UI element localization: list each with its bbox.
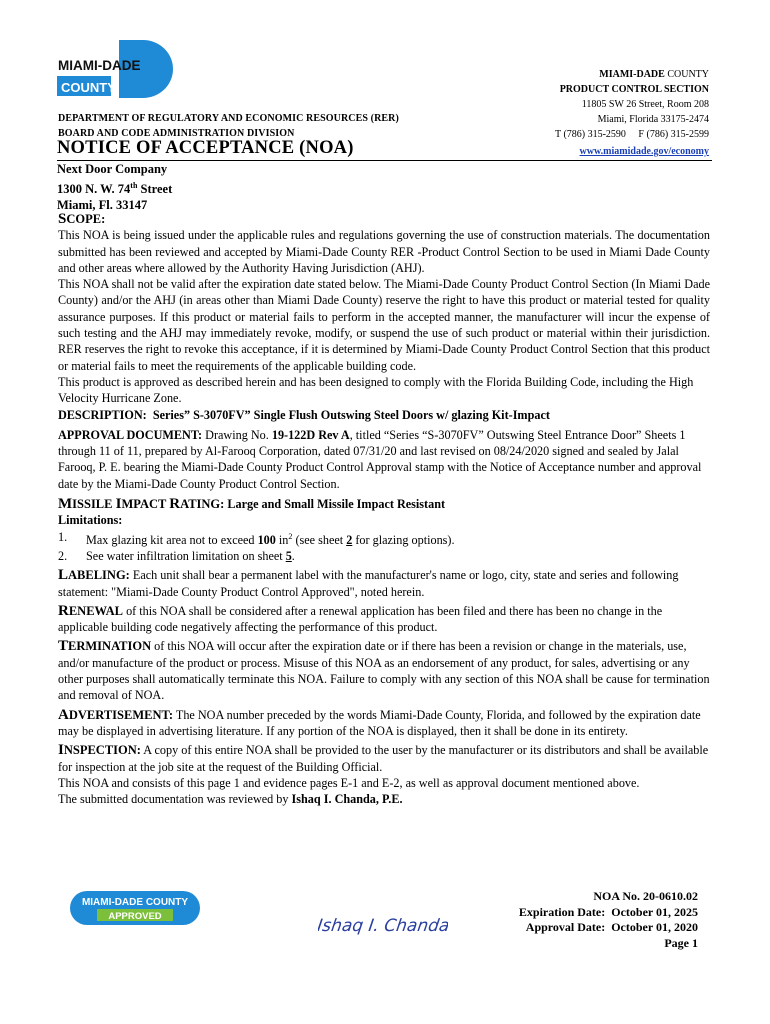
company-street: 1300 N. W. 74th Street (57, 180, 173, 196)
contact-address2: Miami, Florida 33175-2474 (597, 114, 709, 125)
scope-paragraph-1: This NOA is being issued under the applicable rules and regulations governing the use of construction materials. The documentation submitted has been reviewed and accepted by Miami-Dade County RER -Product Control Section to be used in Miami Dade County and other areas where allowed by the Authority Having Jurisdiction (AHJ). (58, 228, 710, 275)
logo-text-line2: COUNTY (61, 80, 116, 95)
noa-number: NOA No. 20-0610.02 (593, 889, 698, 903)
renewal: RENEWAL of this NOA shall be considered after a renewal application has been filed and there has been no change in the applicable building code negatively affecting the performance of this product. (58, 602, 663, 635)
noa-body (58, 211, 723, 807)
approval-document: APPROVAL DOCUMENT: Drawing No. 19-122D Rev A, titled “Series “S-3070FV” Outswing Steel Entrance Door” Sheets 1 through 11 of 11, prepared by Al-Farooq Corporation, dated 07/31/20 and last revised on 08/24/2020 signed and sealed by Jalal Farooq, P. E. bearing the Miami-Dade County Product Control Approval stamp with the Notice of Acceptance number and approval date by the Miami-Dade County Product Control Section. (58, 427, 702, 491)
limitations-label: Limitations: (58, 513, 123, 528)
noa-info (519, 889, 698, 951)
contact-address1: 11805 SW 26 Street, Room 208 (581, 99, 709, 110)
department-line1: DEPARTMENT OF REGULATORY AND ECONOMIC RESOURCES (RER) (58, 113, 399, 124)
list-item: 2. See water infiltration limitation on sheet 5. (58, 549, 295, 563)
inspection: INSPECTION: A copy of this entire NOA shall be provided to the user by the manufacturer or its distributors and shall be available for inspection at the job site at the request of the Building Official. (58, 742, 709, 774)
limitations-list (58, 529, 710, 565)
company-name: Next Door Company (57, 162, 168, 176)
labeling: LABELING: Each unit shall bear a permanent label with the manufacturer's name or logo, city, state and series and following statement: "Miami-Dade County Product Control Approved", noted herein. (58, 567, 679, 599)
approval-date: Approval Date: October 01, 2020 (525, 920, 698, 934)
company-address (57, 161, 172, 214)
description: DESCRIPTION: Series” S-3070FV” Single Flush Outswing Steel Doors w/ glazing Kit-Impact (58, 407, 550, 422)
scope-paragraph-2: This NOA shall not be valid after the expiration date stated below. The Miami-Dade County Product Control Section (In Miami Dade County) and/or the AHJ (in areas other than Miami Dade County) reserve the right to have this product or material tested for quality assurance purposes. If this product or material fails to perform in the accepted manner, the manufacturer will incur the expense of such testing and the AHJ may immediately revoke, modify, or suspend the use of such product or material within their jurisdiction. RER reserves the right to revoke this acceptance, if it is determined by Miami-Dade County Product Control Section that this product or material fails to meet the requirements of the applicable building code. (58, 277, 723, 373)
company-city: Miami, Fl. 33147 (57, 198, 148, 213)
miami-dade-logo (57, 40, 175, 98)
list-item: 1. Max glazing kit area not to exceed 100 $in^2$ (see sheet 2 for glazing options). (58, 529, 455, 547)
department-heading (58, 111, 399, 141)
page-number: Page 1 (664, 935, 698, 950)
contact-phone: T (786) 315-2590 F (786) 315-2599 (555, 129, 709, 140)
contact-section: PRODUCT CONTROL SECTION (559, 84, 709, 95)
inspection-evidence: This NOA and consists of this page 1 and evidence pages E-1 and E-2, as well as approval document mentioned above. (58, 775, 640, 790)
logo-text-line1: MIAMI-DADE (58, 58, 141, 73)
page-title: NOTICE OF ACCEPTANCE (NOA) (57, 138, 354, 158)
contact-block (555, 67, 709, 159)
scope-heading: SCOPE: (58, 211, 106, 227)
reviewer-line: The submitted documentation was reviewed by Ishaq I. Chanda, P.E. (58, 792, 403, 807)
missile-impact-rating: MISSILE IMPACT RATING: Large and Small Missile Impact Resistant (58, 496, 446, 513)
signature-text: Ishaq I. Chanda (318, 916, 448, 936)
badge-text-line1: MIAMI-DADE COUNTY (81, 897, 189, 908)
website-link[interactable]: www.miamidade.gov/economy (579, 146, 709, 157)
advertisement: ADVERTISEMENT: The NOA number preceded by the words Miami-Dade County, Florida, and followed by the expiration date may be displayed in advertising literature. If any portion of the NOA is displayed, then it shall be done in its entirety. (58, 706, 701, 738)
expiration-date: Expiration Date: October 01, 2025 (518, 904, 698, 919)
termination: TERMINATION of this NOA will occur after the expiration date or if there has been a revision or change in the materials, use, and/or manufacture of the product or process. Misuse of this NOA as an endorsement of any product, for sales, advertising or any other purposes shall automatically terminate this NOA. Failure to comply with any section of this NOA shall be cause for termination and removal of NOA. (58, 638, 710, 703)
scope-paragraph-3: This product is approved as described herein and has been designed to comply with the Florida Building Code, including the High Velocity Hurricane Zone. (58, 374, 694, 406)
contact-org: MIAMI-DADE COUNTY (599, 69, 709, 80)
approved-badge (69, 890, 201, 926)
signature (318, 907, 448, 947)
department-line2: BOARD AND CODE ADMINISTRATION DIVISION (58, 128, 295, 139)
badge-text-line2: APPROVED (108, 911, 162, 922)
